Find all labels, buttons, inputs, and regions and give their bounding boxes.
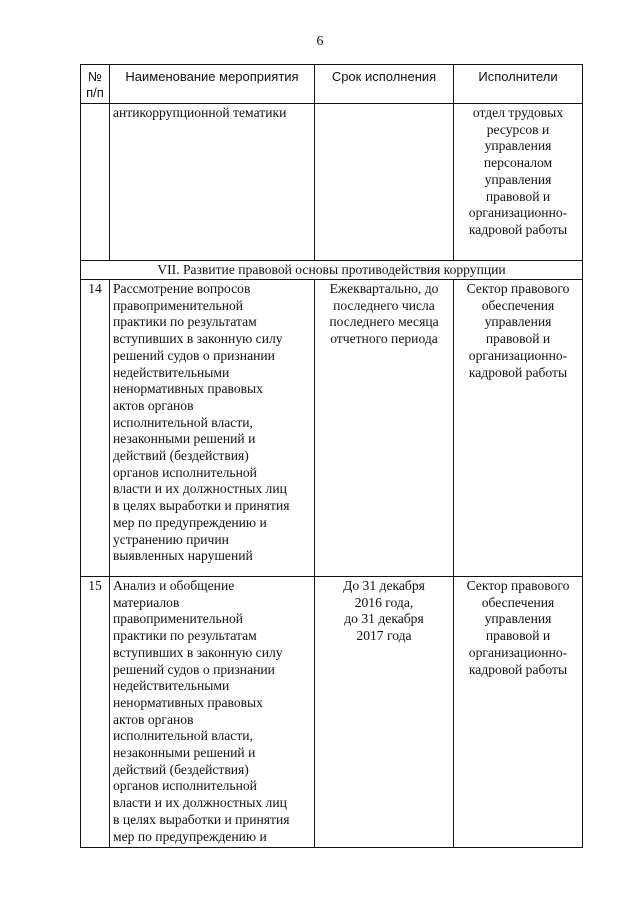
table-row (81, 577, 583, 848)
cell-line: организационно- (468, 347, 568, 363)
cell-line: решений судов о признании (113, 661, 275, 677)
cell-line: организационно- (468, 644, 568, 660)
cell-name (110, 104, 315, 261)
cell-term (315, 577, 454, 848)
cell-line: практики по результатам (113, 314, 257, 330)
cell-line: мер по предупреждению и (113, 828, 267, 844)
cell-executors (454, 104, 583, 261)
cell-num: 15 (81, 577, 110, 848)
table-row (81, 280, 583, 577)
cell-line: вступивших в законную силу (113, 644, 283, 660)
cell-line: органов исполнительной (113, 778, 257, 794)
cell-num: 14 (81, 280, 110, 577)
cell-line: правоприменительной (113, 611, 244, 627)
cell-line: недействительными (113, 364, 230, 380)
cell-line: ненормативных правовых (113, 381, 263, 397)
cell-line: недействительными (113, 678, 230, 694)
cell-line: отдел трудовых (472, 105, 564, 120)
cell-line: власти и их должностных лиц (113, 481, 287, 497)
cell-line: устранению причин (113, 531, 229, 547)
header-num-line: п/п (86, 85, 104, 100)
measures-table (80, 64, 583, 848)
cell-line: персоналом (483, 155, 553, 171)
cell-term (315, 280, 454, 577)
table-header-row (81, 65, 583, 104)
cell-line: актов органов (113, 711, 194, 727)
cell-line: до 31 декабря (344, 611, 424, 627)
cell-line: ресурсов и (486, 121, 550, 137)
cell-line: незаконными решений и (113, 745, 256, 761)
cell-line: ненормативных правовых (113, 694, 263, 710)
cell-name (110, 280, 315, 577)
cell-line: 2016 года, (354, 594, 414, 610)
cell-line: материалов (113, 594, 180, 610)
header-num (81, 65, 110, 104)
cell-line: выявленных нарушений (113, 548, 253, 564)
cell-line: власти и их должностных лиц (113, 795, 287, 811)
cell-line: правовой и (485, 331, 551, 347)
cell-line: управления (484, 171, 552, 187)
cell-line: правовой и (485, 188, 551, 204)
cell-line: действий (бездействия) (113, 761, 249, 777)
section-heading: VII. Развитие правовой основы противодействия коррупции (81, 261, 583, 280)
cell-line: правовой и (485, 628, 551, 644)
table-row-continuation (81, 104, 583, 261)
cell-line: антикоррупционной тематики (113, 105, 287, 120)
section-heading-row (81, 261, 583, 280)
cell-line: Ежеквартально, до (329, 281, 439, 296)
cell-line: Рассмотрение вопросов (113, 281, 251, 296)
cell-line: управления (484, 611, 552, 627)
cell-line: мер по предупреждению и (113, 514, 267, 530)
cell-line: в целях выработки и принятия (113, 498, 290, 514)
cell-line: Анализ и обобщение (113, 578, 235, 593)
cell-line: кадровой работы (468, 364, 568, 380)
cell-line: действий (бездействия) (113, 448, 249, 464)
header-name: Наименование мероприятия (110, 65, 315, 104)
cell-line: обеспечения (481, 297, 555, 313)
header-term: Срок исполнения (315, 65, 454, 104)
cell-term (315, 104, 454, 261)
cell-line: решений судов о признании (113, 347, 275, 363)
cell-line: вступивших в законную силу (113, 331, 283, 347)
cell-line: практики по результатам (113, 628, 257, 644)
header-num-line: № (88, 69, 102, 84)
cell-line: 2017 года (356, 628, 412, 644)
cell-line: отчетного периода (330, 331, 438, 347)
cell-line: исполнительной власти, (113, 728, 253, 744)
cell-line: кадровой работы (468, 661, 568, 677)
cell-line: Сектор правового (466, 281, 570, 296)
cell-line: органов исполнительной (113, 464, 257, 480)
cell-line: в целях выработки и принятия (113, 811, 290, 827)
cell-line: незаконными решений и (113, 431, 256, 447)
cell-line: организационно- (468, 205, 568, 221)
cell-line: обеспечения (481, 594, 555, 610)
cell-name (110, 577, 315, 848)
cell-line: правоприменительной (113, 297, 244, 313)
cell-line: исполнительной власти, (113, 414, 253, 430)
cell-executors (454, 280, 583, 577)
cell-executors (454, 577, 583, 848)
cell-line: последнего числа (333, 297, 435, 313)
cell-line: актов органов (113, 397, 194, 413)
page-number: 6 (316, 34, 324, 49)
cell-line: До 31 декабря (343, 578, 425, 593)
cell-line: кадровой работы (468, 221, 568, 237)
cell-line: Сектор правового (466, 578, 570, 593)
cell-line: управления (484, 314, 552, 330)
cell-line: последнего месяца (329, 314, 439, 330)
cell-line: управления (484, 138, 552, 154)
cell-num (81, 104, 110, 261)
header-executors: Исполнители (454, 65, 583, 104)
